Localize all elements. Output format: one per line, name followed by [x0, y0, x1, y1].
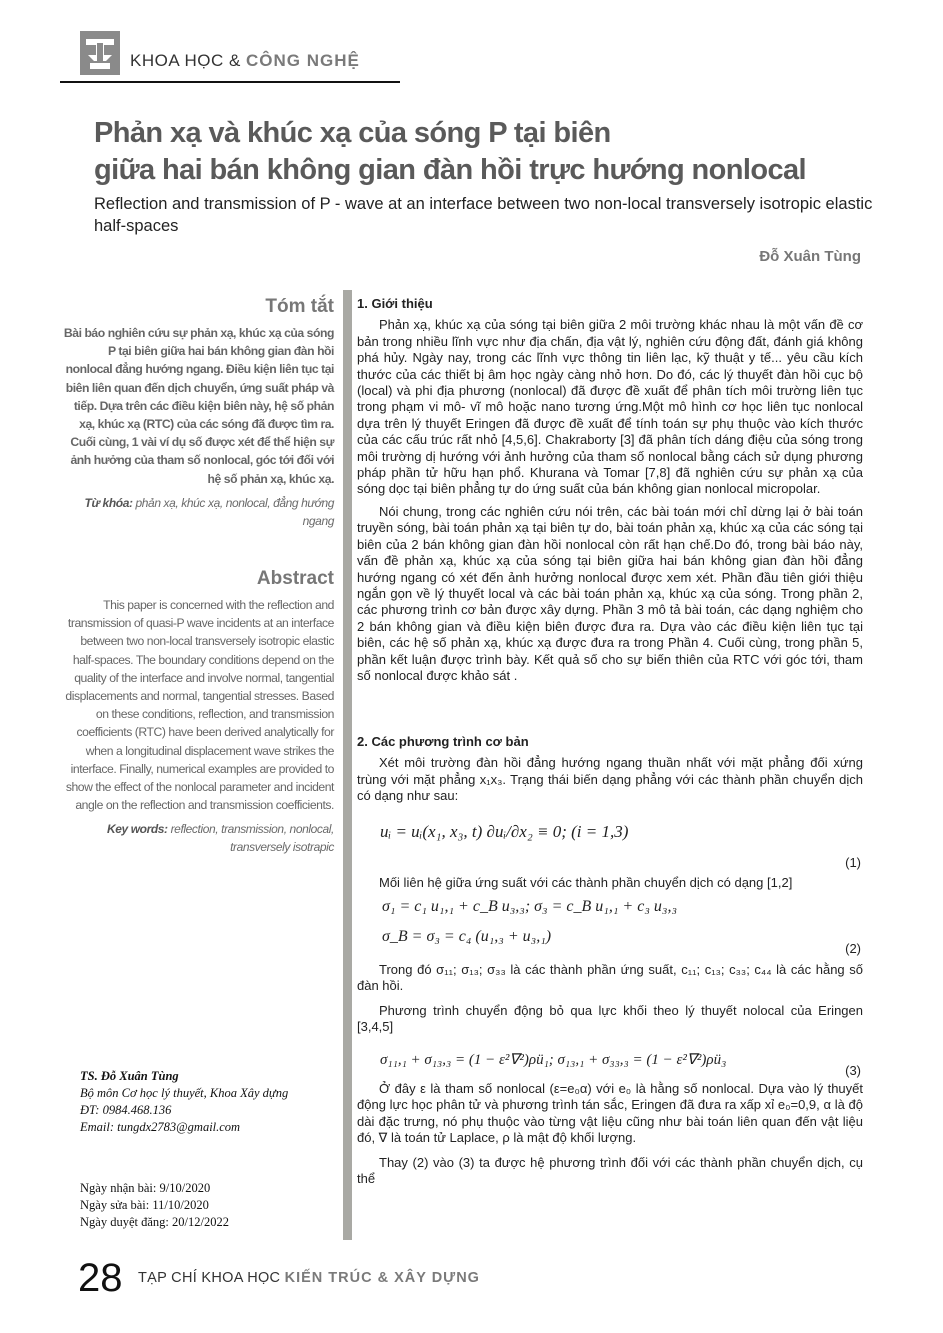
section-2-heading: 2. Các phương trình cơ bản [357, 734, 529, 749]
section-2-text [357, 1081, 863, 1187]
author-info-name: TS. Đỗ Xuân Tùng [80, 1069, 179, 1083]
section-2-paragraph: Thay (2) vào (3) ta được hệ phương trình đối với các thành phần chuyển dịch, cụ thể [357, 1154, 863, 1187]
author-info [80, 1068, 288, 1136]
university-logo [80, 31, 120, 75]
section-1-paragraph: Nói chung, trong các nghiên cứu nói trên, các bài toán mới chỉ dừng lại ở bài toán truyền sóng, bài toán phản xạ tại biên tự do, bài toán phản xạ, khúc xạ của các sóng tại biên của 2 bán không gian đàn hồi nonlocal còn rất hạn chế.Do đó, trong bài báo này, vấn đề phản xạ, khúc xạ của sóng tại biên giữa hai bán không gian đàn hồi đẳng hướng ngang có xét đến ảnh hưởng nonlocal được xem xét. Phần đầu tiên giới thiệu ngắn gọn về lý thuyết local và các bài toán phản xạ, khúc xạ của sóng. Trong phần 2, các phương trình cơ bản được xây dựng. Phần 3 mô tả bài toán, các dạng nghiệm cho 2 bán không gian và điều kiện biên được đưa ra. Dựa vào các điều kiện liên tục tại biên, các hệ số phản xạ, khúc xạ được đưa ra trong Phần 4. Cuối cùng, trong phần 5, phần kết luận được trình bày. Kết quả số cho sự biến thiên của RTC với góc tới, tham số nonlocal được khảo sát . [357, 503, 863, 683]
article-title-en: Reflection and transmission of P - wave at an interface between two non-local transversely isotropic elastic half-spaces [94, 195, 873, 235]
journal-name: TẠP CHÍ KHOA HỌC KIẾN TRÚC & XÂY DỰNG [138, 1270, 480, 1286]
date-accepted: Ngày duyệt đăng: 20/12/2022 [80, 1215, 229, 1229]
equation-2-number: (2) [845, 941, 861, 956]
equation-2a: σ₁ = c₁ u₁,₁ + c_B u₃,₃; σ₃ = c_B u₁,₁ + c₃ u₃,₃ [382, 898, 677, 915]
abstract-section [62, 568, 334, 856]
section-2-text [357, 875, 863, 891]
tomtat-text: Bài báo nghiên cứu sự phản xạ, khúc xạ của sóng P tại biên giữa hai bán không gian đàn hồi nonlocal đẳng hướng ngang. Điều kiện liên tục tại biên liên quan đến dịch chuyển, ứng suất pháp và tiếp. Dựa trên các điều kiện biên này, hệ số phản xạ, khúc xạ (RTC) của các sóng đã được tìm ra. Cuối cùng, 1 vài ví dụ số được xét để thể hiện sự ảnh hưởng của tham số nonlocal, góc tới đối với hệ số phản xạ, khúc xạ. [63, 326, 334, 486]
section-1 [357, 296, 863, 684]
article-dates [80, 1180, 229, 1231]
section-2-paragraph: Phương trình chuyển động bỏ qua lực khối theo lý thuyết nolocal của Eringen [3,4,5] [357, 1002, 863, 1035]
header-divider [60, 81, 400, 83]
article-title-vi: Phản xạ và khúc xạ của sóng P tại biên giữa hai bán không gian đàn hồi trực hướng nonlocal [94, 117, 806, 186]
abstract-text: This paper is concerned with the reflection and transmission of quasi-P wave incidents at an interface between two non-local transversely isotropic elastic half-spaces. The boundary conditions depend on the quality of the interface and involve normal, tangential displacements and normal, tangential stresses. Based on these conditions, reflection, and transmission coefficients (RTC) have been derived analytically for when a longitudinal displacement wave strikes the interface. Finally, numerical examples are provided to show the effect of the nonlocal parameter and incident angle on the reflection and transmission coefficients. [65, 598, 334, 813]
equation-1-number: (1) [845, 855, 861, 870]
tomtat-heading: Tóm tắt [265, 296, 334, 317]
section-2 [357, 734, 863, 805]
tomtat-section [62, 296, 334, 530]
author-name: Đỗ Xuân Tùng [759, 248, 861, 265]
section-header: KHOA HỌC & CÔNG NGHỆ [130, 51, 360, 70]
section-2-text [357, 962, 863, 1036]
date-revised: Ngày sửa bài: 11/10/2020 [80, 1198, 209, 1212]
page-number: 28 [78, 1256, 123, 1300]
equation-2b: σ_B = σ₃ = c₄ (u₁,₃ + u₃,₁) [382, 928, 552, 945]
section-1-paragraph: Phản xạ, khúc xạ của sóng tại biên giữa 2 môi trường khác nhau là một vấn đề cơ bản trong nhiều lĩnh vực như địa chấn, địa vật lý, nghiên cứu động đất, đánh giá không phá hủy. Ngày nay, trong các lĩnh vực thông tin liên lạc, kỹ thuật y tế... yêu cầu kích thước của các thiết bị âm học ngày càng nhỏ hơn. Do đó, các lý thuyết đàn hồi cục bộ (local) và phi địa phương (nonlocal) đã được đề xuất để phân tích môi trường liên tục trong phạm vi mô- vĩ mô hoặc nano tương ứng.Một mô hình cơ học liên tục nonlocal dựa trên lý thuyết Eringen đã được đề xuất để tính toán sự phụ thuộc vào kích thước của các cấu trúc rất nhỏ [4,5,6]. Chakraborty [3] đã phân tích dáng điệu của sóng trong môi trường dị hướng với ảnh hưởng của tham số nonlocal bằng cách sử dụng phương pháp phần tử hữu hạn phổ. Khurana và Tomar [7,8] đã nghiên cứu sự phản xạ của sóng dọc tại biên phẳng tự do ứng suất của bán không gian nonlocal micropolar. [357, 317, 863, 497]
abstract-heading: Abstract [256, 568, 334, 589]
section-2-paragraph: Mối liên hệ giữa ứng suất với các thành phần chuyển dịch có dạng [1,2] [379, 875, 793, 890]
date-received: Ngày nhận bài: 9/10/2020 [80, 1181, 211, 1195]
section-2-paragraph: Ở đây ε là tham số nonlocal (ε=e₀α) với e₀ là hằng số nonlocal. Dựa vào lý thuyết động lực học phân tử và phương trình tán sắc, Eringen đã đưa ra xấp xỉ e₀=0,9, α là độ dài đặc trưng, nó phụ thuộc vào từng vật liệu cũng như bài toán liên quan đến vật liệu đó, ∇ là toán tử Laplace, ρ là mật độ khối lượng. [357, 1081, 863, 1146]
equation-3-number: (3) [845, 1063, 861, 1078]
author-info-dept: Bộ môn Cơ học lý thuyết, Khoa Xây dựng [80, 1086, 289, 1100]
abstract-keywords: Key words: reflection, transmission, nonlocal, transversely isotrapic [106, 822, 334, 855]
equation-3: σ₁₁,₁ + σ₁₃,₃ = (1 − ε²∇²)ρü₁; σ₁₃,₁ + σ₃₃,₃ = (1 − ε²∇²)ρü₃ [380, 1052, 727, 1068]
equation-1: uᵢ = uᵢ(x₁, x₃, t) ∂uᵢ/∂x₂ ≡ 0; (i = 1,3) [380, 822, 629, 841]
section-1-heading: 1. Giới thiệu [357, 296, 433, 311]
author-info-email[interactable]: Email: tungdx2783@gmail.com [80, 1120, 241, 1134]
section-2-paragraph: Trong đó σ₁₁; σ₁₃; σ₃₃ là các thành phần ứng suất, c₁₁; c₁₃; c₃₃; c₄₄ là các hằng số đàn hồi. [357, 962, 863, 994]
column-divider-bar [343, 290, 352, 1240]
tomtat-keywords: Từ khóa: phản xạ, khúc xạ, nonlocal, đẳng hướng ngang [84, 495, 334, 528]
author-info-phone: ĐT: 0984.468.136 [80, 1103, 172, 1117]
section-2-paragraph: Xét môi trường đàn hồi đẳng hướng ngang thuần nhất với mặt phẳng đối xứng trùng với mặt phẳng x₁x₃. Trạng thái biến dạng phẳng với các thành phần chuyển dịch có dạng như sau: [357, 755, 863, 804]
